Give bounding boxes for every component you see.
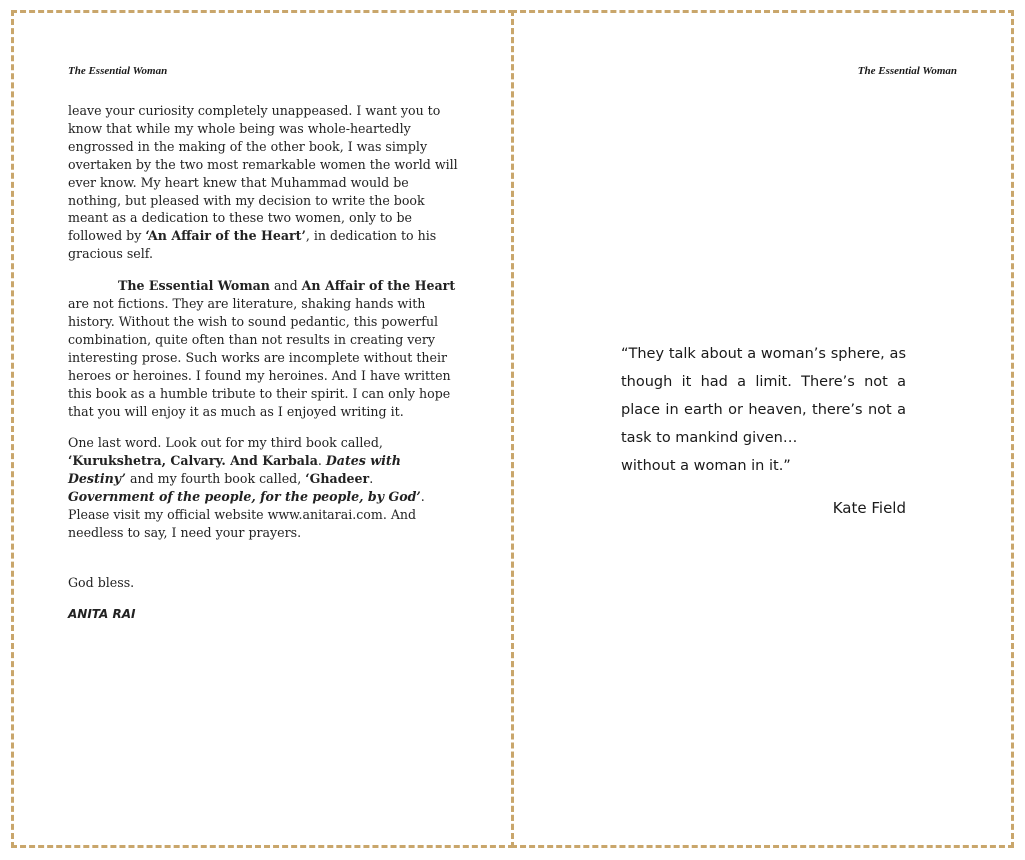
left-body-text xyxy=(68,102,458,624)
quote-author: Kate Field xyxy=(832,499,906,517)
book-subtitle-destiny: Dates with Destiny’ xyxy=(68,453,401,487)
quote-body: “They talk about a woman’s sphere, as though it had a limit. There’s not a place in earth or heaven, there’s not a task to mankind given… xyxy=(621,346,906,446)
book-title-affair-2: An Affair of the Heart xyxy=(301,278,456,294)
author-signature: ANITA RAI xyxy=(68,606,136,621)
book-title-affair: ‘An Affair of the Heart’ xyxy=(145,228,306,244)
epigraph-quote xyxy=(621,340,906,480)
spacer xyxy=(68,556,458,574)
running-head-right: The Essential Woman xyxy=(857,65,957,77)
quote-last-line: without a woman in it.” xyxy=(621,458,791,474)
left-page xyxy=(11,10,514,848)
paragraph-3: One last word. Look out for my third book called, ‘Kurukshetra, Calvary. And Karbala. Dates with Destiny’ and my fourth book called, ‘Ghadeer. Government of the people, for the people, by God’. Please visit my official website www.anitarai.com. And needless to say, I need your prayers. xyxy=(68,435,425,540)
right-page xyxy=(511,10,1014,848)
closing-line: God bless. xyxy=(68,574,135,590)
paragraph-1: leave your curiosity completely unappeased. I want you to know that while my whole being was whole-heartedly engrossed in the making of the other book, I was simply overtaken by the two most remarkable women the world will ever know. My heart knew that Muhammad would be nothing, but pleased with my decision to write the book meant as a dedication to these two women, only to be followed by ‘An Affair of the Heart’, in dedication to his gracious self. xyxy=(68,103,458,262)
book-title-essential: The Essential Woman xyxy=(118,278,270,294)
running-head-left: The Essential Woman xyxy=(68,65,168,77)
book-title-kurukshetra: ‘Kurukshetra, Calvary. And Karbala xyxy=(68,453,318,469)
paragraph-2: The Essential Woman and An Affair of the Heart are not fictions. They are literature, shaking hands with history. Without the wish to sound pedantic, this powerful combination, quite often than not results in creating very interesting prose. Such works are incomplete without their heroes or heroines. I found my heroines. And I have written this book as a humble tribute to their spirit. I can only hope that you will enjoy it as much as I enjoyed writing it. xyxy=(68,278,456,419)
book-title-ghadeer: ‘Ghadeer xyxy=(305,471,370,487)
book-subtitle-government: Government of the people, for the people, by God’ xyxy=(68,489,421,505)
